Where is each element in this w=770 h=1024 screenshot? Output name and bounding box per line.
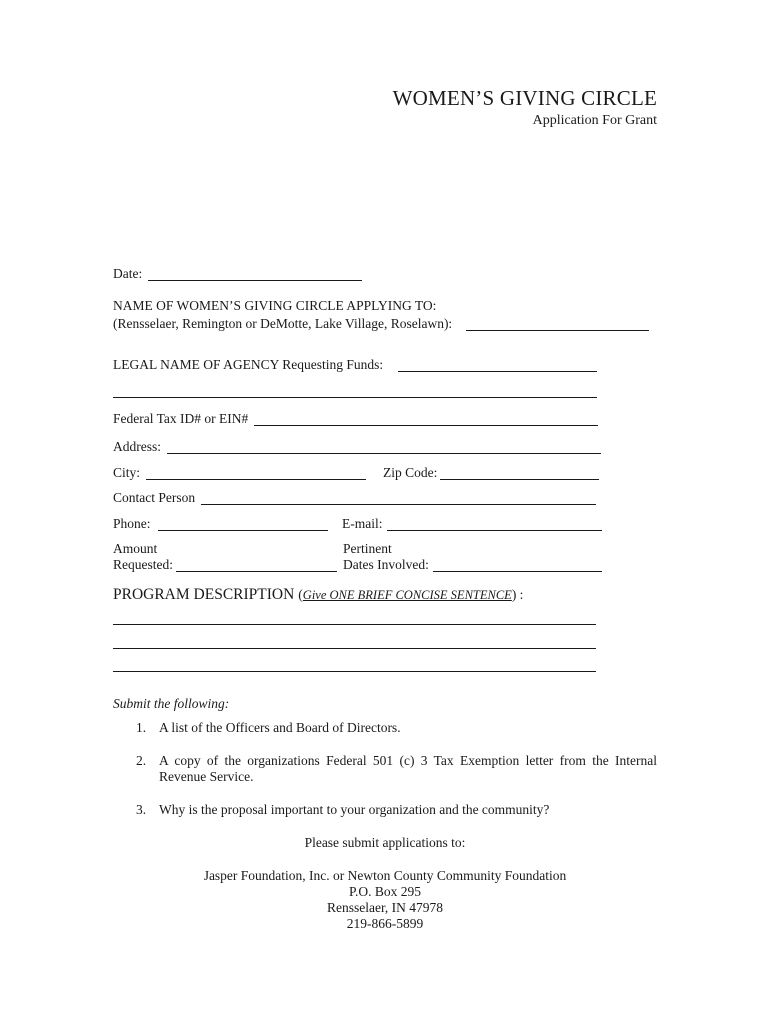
circle-field[interactable] (466, 330, 649, 331)
amount-field[interactable] (176, 571, 337, 572)
contact-label: Contact Person (113, 490, 196, 505)
legal-name-label: LEGAL NAME OF AGENCY Requesting Funds: (113, 357, 384, 372)
address-label: Address: (113, 439, 161, 454)
list-item: A list of the Officers and Board of Directors. (159, 720, 401, 735)
circle-label: NAME OF WOMEN’S GIVING CIRCLE APPLYING TO: (113, 298, 437, 313)
mailing-line-2: P.O. Box 295 (348, 884, 421, 899)
tax-id-label: Federal Tax ID# or EIN# (113, 411, 249, 426)
contact-field[interactable] (201, 504, 596, 505)
address-field[interactable] (167, 453, 601, 454)
submit-instructions: Please submit applications to: (304, 835, 466, 850)
program-description-heading (113, 586, 523, 604)
mailing-line-1: Jasper Foundation, Inc. or Newton County Community Foundation (203, 868, 567, 883)
form-title: WOMEN’S GIVING CIRCLE (392, 86, 657, 110)
email-label: E-mail: (342, 516, 383, 531)
list-item-number: 2. (136, 753, 147, 768)
dates-sublabel: Dates Involved: (343, 557, 429, 572)
dates-label: Pertinent (343, 541, 392, 556)
tax-id-field[interactable] (254, 425, 598, 426)
phone-field[interactable] (158, 530, 328, 531)
dates-field[interactable] (433, 571, 602, 572)
zip-label: Zip Code: (383, 465, 438, 480)
amount-label: Amount (113, 541, 158, 556)
program-line-3[interactable] (113, 671, 596, 672)
program-close-paren: ) : (511, 587, 524, 602)
program-heading-text: PROGRAM DESCRIPTION (113, 586, 295, 603)
city-label: City: (113, 465, 141, 480)
list-item-number: 3. (136, 802, 147, 817)
legal-name-field-line-2[interactable] (113, 397, 597, 398)
list-item: A copy of the organizations Federal 501 (c) 3 Tax Exemption letter from the Internal Revenue Service. (159, 753, 657, 784)
program-hint: Give ONE BRIEF CONCISE SENTENCE (302, 588, 512, 602)
program-line-1[interactable] (113, 624, 596, 625)
date-label: Date: (113, 266, 143, 281)
list-item-number: 1. (136, 720, 147, 735)
form-subtitle: Application For Grant (532, 113, 657, 128)
email-field[interactable] (387, 530, 602, 531)
mailing-line-3: Rensselaer, IN 47978 (326, 900, 444, 915)
mailing-phone: 219-866-5899 (346, 916, 424, 931)
date-field[interactable] (148, 280, 362, 281)
city-field[interactable] (146, 479, 366, 480)
legal-name-field[interactable] (398, 371, 597, 372)
amount-sublabel: Requested: (113, 557, 173, 572)
submit-heading: Submit the following: (113, 696, 230, 711)
zip-field[interactable] (440, 479, 599, 480)
list-item: Why is the proposal important to your organization and the community? (159, 802, 550, 817)
program-open-paren: ( (298, 587, 303, 602)
phone-label: Phone: (113, 516, 151, 531)
circle-sublabel: (Rensselaer, Remington or DeMotte, Lake Village, Roselawn): (113, 316, 453, 331)
program-line-2[interactable] (113, 648, 596, 649)
